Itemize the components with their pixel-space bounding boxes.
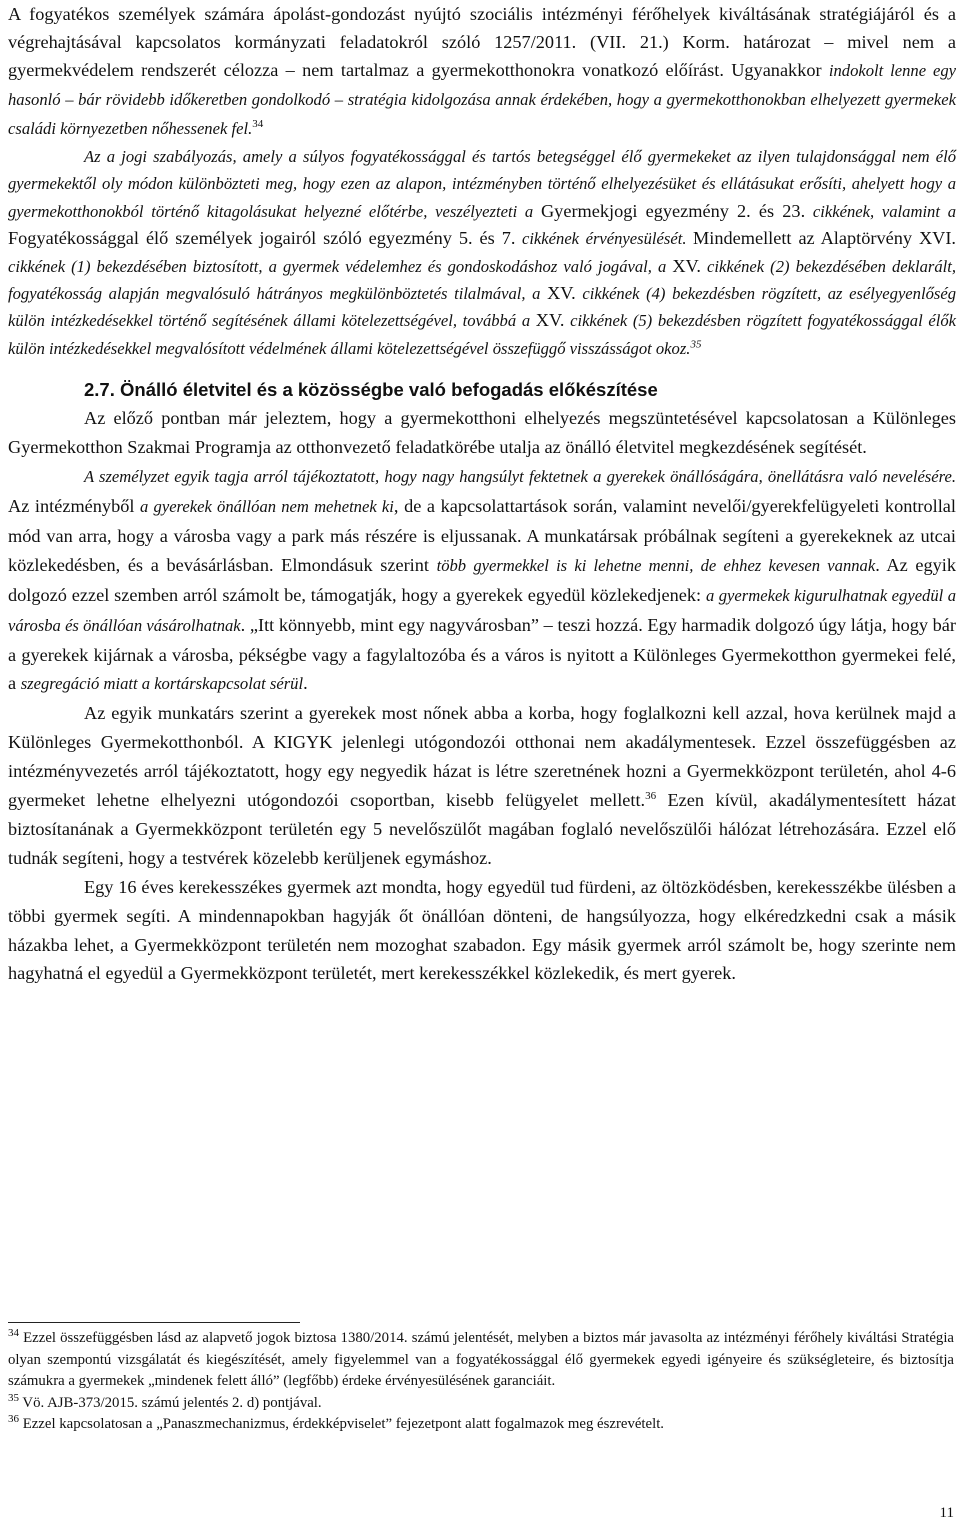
italic-text: Az a jogi szabályozás, amely a súlyos fogyatékossággal és tartós betegséggel élő gyermekeket az ilyen tulajdonsággal nem élő gyermekektől oly módon különbözteti meg, hogy ezen az alapon, intézményben történő elhelyezésüket és ellátásukat erősíti, ahelyett hogy a gyermekotthonokból történő kitagolásukat helyezné előtérbe, veszélyezteti a xyxy=(8,147,956,221)
text-run: Gyermekjogi egyezmény 2. és 23. xyxy=(540,200,806,221)
footnote-35 xyxy=(8,1393,954,1415)
paragraph-strategy xyxy=(8,0,956,143)
paragraph-wheelchair-child: Egy 16 éves kerekesszékes gyermek azt mondta, hogy egyedül tud fürdeni, az öltözködésben, kerekesszékbe ülésben a többi gyermek segíti. A mindennapokban hagyják őt önállóan dönteni, de hangsúlyozza, hogy elkéredzkedni csak a másik házakba lehet, a Gyermekközpont területén nem mozoghat szabadon. Egy másik gyermek arról számolt be, hogy szerinte nem hagyhatná el egyedül a Gyermekközpont területét, mert kerekesszékkel közlekedik, és mert gyerek. xyxy=(8,876,956,984)
footnote-ref-34[interactable]: 34 xyxy=(252,117,264,130)
italic-text: szegregáció miatt a kortárskapcsolat sérül xyxy=(20,674,304,694)
text-run: . Az egyik dolgozó ezzel szemben arról számolt be, támogatják, hogy a gyerekek egyedül közlekedjenek: xyxy=(8,554,956,605)
text-run: . „Itt könnyebb, mint egy nagyvárosban” – teszi hozzá. Egy harmadik dolgozó úgy látja, hogy bár a gyerekek kijárnak a városba, pékségbe vagy a fagylaltozóba és a város is nyitott a Különleges Gyermekotthon gyermekei felé, a xyxy=(8,614,957,694)
footnote-ref-35[interactable]: 35 xyxy=(690,338,702,351)
italic-text: cikkének (1) bekezdésében biztosított, a gyermek védelemhez és gondoskodáshoz való jogával, a xyxy=(8,256,673,276)
italic-text: cikkének (2) bekezdésében deklarált, fogyatékosság alapján megvalósuló hátrányos megkülönböztetés tilalmával, a xyxy=(8,256,956,304)
footnotes xyxy=(8,1328,954,1436)
italic-text: cikkének (4) bekezdésben rögzített, az esélyegyenlőség külön intézkedésekkel történő segítésének állami kötelezettségével, továbbá a xyxy=(8,284,956,331)
italic-text: cikkének érvényesülését. xyxy=(515,229,693,249)
italic-text: A személyzet egyik tagja arról tájékoztatott, hogy nagy hangsúlyt fektetnek a gyerekek önállóságára, önellátásra való nevelésére. xyxy=(84,467,956,487)
footnote-separator xyxy=(8,1322,300,1323)
italic-text: indokolt lenne egy hasonló – bár rövidebb időkeretben gondolkodó – stratégia kidolgozása annak érdekében, hogy a gyermekotthonokban elhelyezett gyermekek családi környezetben nőhessenek fel. xyxy=(8,61,956,138)
footnote-text: Ezzel összefüggésben lásd az alapvető jogok biztosa 1380/2014. számú jelentését, melyben a biztos már javasolta az intézményi férőhely kiváltási Stratégia olyan szempontú vizsgálatát és kiegészítését, amely figyelemmel van a fogyatékossággal élő gyermekek egyedi igényeire és szükségleteire, és biztosítja számukra a gyermekek „mindenek felett álló” (legfőbb) érdeke érvényesülésének garanciáit. xyxy=(8,1330,954,1390)
italic-text: a gyerekek önállóan nem mehetnek ki xyxy=(140,496,394,516)
section-heading: 2.7. Önálló életvitel és a közösségbe való befogadás előkészítése xyxy=(84,379,658,401)
footnote-number: 36 xyxy=(8,1413,19,1426)
main-text xyxy=(8,0,956,988)
paragraph-previous-point: Az előző pontban már jeleztem, hogy a gyermekotthoni elhelyezés megszüntetésével kapcsolatosan a Különleges Gyermekotthon Szakmai Programja az otthonvezető feladatkörébe utalja az önálló életvitel megkezdésének segítését. xyxy=(8,408,956,458)
footnote-text: Vö. AJB-373/2015. számú jelentés 2. d) pontjával. xyxy=(19,1394,322,1411)
italic-text: cikkének, valamint a xyxy=(805,201,957,221)
text-run: Fogyatékossággal élő személyek jogairól szóló egyezmény 5. és 7. xyxy=(8,228,516,249)
italic-text: cikkének (5) bekezdésben rögzített fogyatékossággal élők külön intézkedésekkel megvalósított védelmének állami kötelezettségével összefüggő visszásságot okoz. xyxy=(8,311,956,358)
page-number: 11 xyxy=(939,1505,954,1521)
italic-text: több gyermekkel is ki lehetne menni, de ehhez kevesen vannak xyxy=(436,555,876,575)
footnote-34 xyxy=(8,1328,954,1393)
paragraph-staff-info xyxy=(8,462,956,699)
text-run: XV. xyxy=(547,283,576,304)
paragraph-aftercare xyxy=(8,699,956,872)
text-run: , de a kapcsolattartások során, valamint nevelői/gyerekfelügyeleti kontrollal mód van arra, hogy a városba vagy a park más részére is eljussanak. A munkatársak próbálnak segíteni a gyerekeknek az utcai közlekedésben, és a bevásárlásban. Elmondásuk szerint xyxy=(8,495,957,575)
text-run: Mindemellett az Alaptörvény XVI. xyxy=(693,228,957,249)
text-run: . xyxy=(303,673,308,694)
text-run: XV. xyxy=(672,255,701,276)
footnote-ref-36[interactable]: 36 xyxy=(645,789,657,802)
footnote-number: 35 xyxy=(8,1391,19,1404)
text-run: Az egyik munkatárs szerint a gyerekek most nőnek abba a korba, hogy foglalkozni kell azzal, hova kerülnek majd a Különleges Gyermekotthonból. A KIGYK jelenlegi utógondozói otthonai nem akadálymentesek. Ezzel összefüggésben az intézményvezetés arról tájékoztatott, hogy egy negyedik házat is létre szeretnének hozni a Gyermekközpont területén, ahol 4-6 gyermeket lehetne elhelyezni utógondozói csoportban, kisebb felügyelet mellett. xyxy=(8,703,956,811)
paragraph-legal xyxy=(8,143,956,362)
italic-text: a gyermekek kigurulhatnak egyedül a városba és önállóan vásárolhatnak xyxy=(8,585,957,635)
text-run: XV. xyxy=(535,310,565,331)
text-run: A fogyatékos személyek számára ápolást-gondozást nyújtó szociális intézményi férőhelyek kiváltásának stratégiájáról és a végrehajtásával kapcsolatos kormányzati feladatokról szóló 1257/2011. (VII. 21.) Korm. határozat – mivel nem a gyermekvédelem rendszerét célozza – nem tartalmaz a gyermekotthonokra vonatkozó előírást. Ugyanakkor xyxy=(8,4,956,80)
text-run: Ezen kívül, akadálymentesített házat biztosítanának a Gyermekközpont területén egy 5 nevelőszülőt magában foglaló nevelőszülői hálózat létrehozására. Ezzel elő tudnák segíteni, hogy a testvérek közelebb kerüljenek egymáshoz. xyxy=(8,790,956,868)
footnote-text: Ezzel kapcsolatosan a „Panaszmechanizmus, érdekképviselet” fejezetpont alatt fogalmazok meg észrevételt. xyxy=(19,1416,665,1433)
footnote-36 xyxy=(8,1414,954,1436)
text-run: Az intézményből xyxy=(8,495,141,516)
footnote-number: 34 xyxy=(8,1327,19,1340)
